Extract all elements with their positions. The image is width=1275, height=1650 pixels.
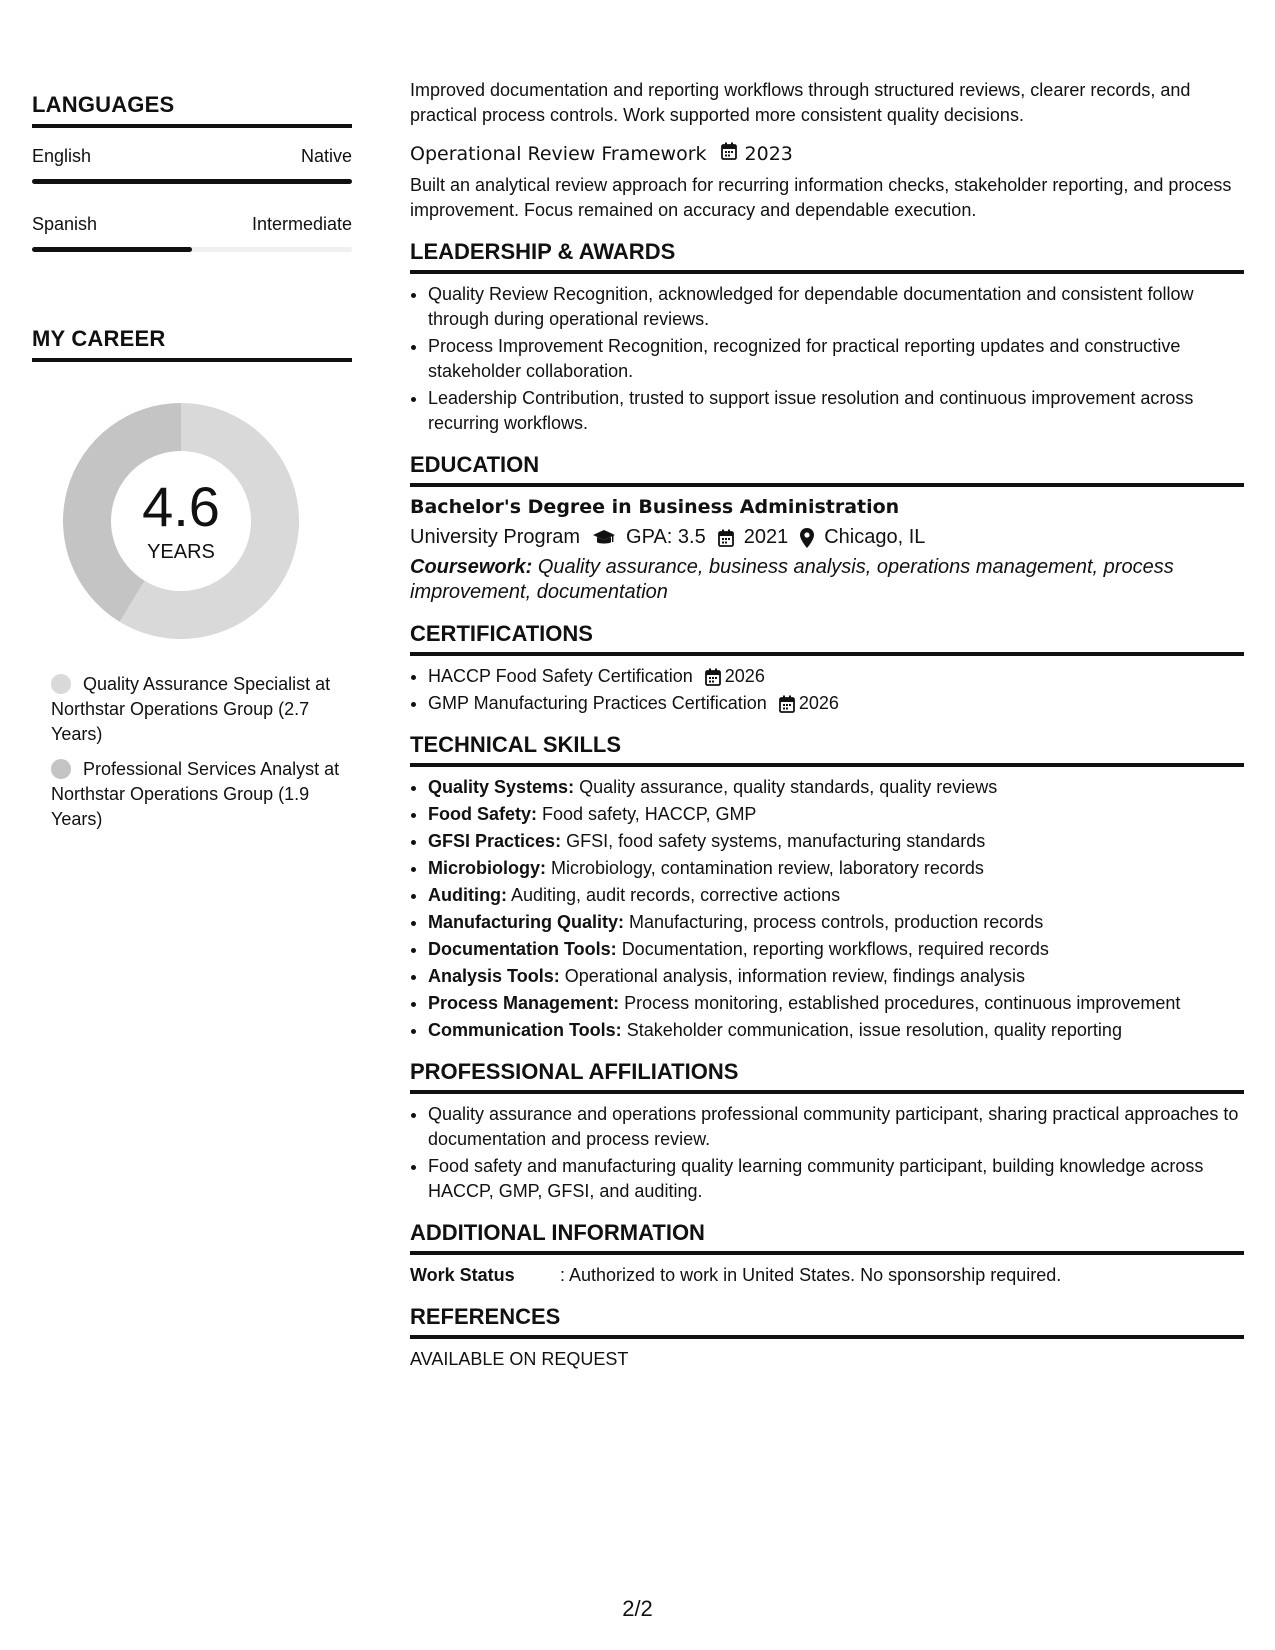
education-coursework [410,555,1244,605]
education-gpa: GPA: 3.5 [626,526,706,548]
list-item [428,937,1244,962]
affiliations-list [410,1102,1244,1204]
certifications-section [410,621,1244,716]
language-name: Spanish [32,214,98,234]
languages-heading: LANGUAGES [32,92,175,117]
skill-label: GFSI Practices: [428,831,562,851]
skill-label: Microbiology: [428,858,546,878]
affiliations-section [410,1059,1244,1204]
list-item: • Quality Review Recognition, acknowledged for dependable documentation and consistent follow through during operational reviews. [428,282,1244,332]
career-years-unit: YEARS [147,540,215,563]
list-item [428,883,1244,908]
skills-heading: TECHNICAL SKILLS [410,732,622,757]
education-meta [410,525,1244,550]
career-legend-item [51,672,352,747]
right-column [410,78,1244,1372]
leadership-section [410,239,1244,436]
language-level: Native [300,146,352,166]
language-bar [32,247,352,252]
project-title-row [410,142,1244,167]
section-rule [410,652,1244,656]
language-item-spanish [32,214,352,252]
project-intro: Improved documentation and reporting workflows through structured reviews, clearer records, and practical process controls. Work supported more consistent quality decisions. [410,80,1191,125]
list-item: • Leadership Contribution, trusted to support issue resolution and continuous improvement across recurring workflows. [428,386,1244,436]
skill-label: Documentation Tools: [428,939,617,959]
language-name: English [32,146,92,166]
section-rule [410,270,1244,274]
project-title: Operational Review Framework [410,143,707,165]
calendar-icon [705,668,721,686]
skill-value: Auditing, audit records, corrective actions [511,885,841,905]
list-item [428,775,1244,800]
career-role-label: Professional Services Analyst at Northstar Operations Group (1.9 Years) [51,759,340,829]
work-status-row [410,1263,1244,1288]
additional-section [410,1220,1244,1288]
education-heading: EDUCATION [410,452,540,477]
list-item [428,964,1244,989]
language-bar [32,179,352,184]
section-rule [410,483,1244,487]
skill-label: Quality Systems: [428,777,575,797]
list-item [428,802,1244,827]
map-pin-icon [800,528,814,548]
calendar-icon [718,529,734,547]
skill-label: Analysis Tools: [428,966,560,986]
cert-name: • GMP Manufacturing Practices Certification [428,693,767,713]
certifications-list [410,664,1244,716]
education-year: 2021 [743,526,789,548]
career-total-years: 4.6 [142,474,220,538]
skill-value: Stakeholder communication, issue resolution, quality reporting [626,1020,1122,1040]
project-year: 2023 [744,143,793,165]
list-item [428,991,1244,1016]
list-item [428,856,1244,881]
cert-year: 2026 [798,693,839,713]
affiliations-heading: PROFESSIONAL AFFILIATIONS [410,1059,739,1084]
skill-value: Documentation, reporting workflows, required records [621,939,1049,959]
skill-value: Manufacturing, process controls, production records [629,912,1044,932]
list-item: • Process Improvement Recognition, recognized for practical reporting updates and constructive stakeholder collaboration. [428,334,1244,384]
legend-dot [51,674,71,694]
education-section [410,452,1244,605]
language-level: Intermediate [251,214,352,234]
list-item [428,1018,1244,1043]
skill-value: GFSI, food safety systems, manufacturing standards [566,831,986,851]
career-donut-chart [56,396,306,646]
legend-dot [51,759,71,779]
references-heading: REFERENCES [410,1304,561,1329]
skill-value: Quality assurance, quality standards, quality reviews [579,777,998,797]
references-text: AVAILABLE ON REQUEST [410,1349,629,1369]
leadership-heading: LEADERSHIP & AWARDS [410,239,676,264]
language-bar-fill [32,247,192,252]
certifications-heading: CERTIFICATIONS [410,621,593,646]
calendar-icon [721,142,737,167]
skill-value: Operational analysis, information review, findings analysis [564,966,1025,986]
cert-name: • HACCP Food Safety Certification [428,666,693,686]
list-item: • Food safety and manufacturing quality learning community participant, building knowledge across HACCP, GMP, GFSI, and auditing. [428,1154,1244,1204]
calendar-icon [779,695,795,713]
references-section [410,1304,1244,1372]
language-item-english [32,146,352,184]
skill-label: Auditing: [428,885,507,905]
coursework-label: Coursework: [410,556,533,578]
education-degree: Bachelor's Degree in Business Administration [410,496,900,518]
language-bar-fill [32,179,352,184]
education-school: University Program [410,526,581,548]
languages-rule [32,124,352,128]
cert-year: 2026 [724,666,765,686]
section-rule [410,1251,1244,1255]
list-item: • Quality assurance and operations professional community participant, sharing practical approaches to documentation and process review. [428,1102,1244,1152]
list-item [428,829,1244,854]
career-legend [51,672,352,832]
skills-section [410,732,1244,1043]
skill-value: Process monitoring, established procedures, continuous improvement [624,993,1181,1013]
graduation-cap-icon [592,529,616,547]
education-location: Chicago, IL [824,526,926,548]
additional-heading: ADDITIONAL INFORMATION [410,1220,705,1245]
section-rule [410,1335,1244,1339]
skill-label: Communication Tools: [428,1020,622,1040]
career-heading: MY CAREER [32,326,166,351]
page-number: 2/2 [622,1596,653,1621]
project-description: Built an analytical review approach for recurring information checks, stakeholder reporting, and process improvement. Focus remained on accuracy and dependable execution. [410,175,1232,220]
work-status-label: Work Status [410,1265,515,1285]
coursework-text: Quality assurance, business analysis, operations management, process improvement, documentation [410,556,1174,603]
skill-value: Microbiology, contamination review, laboratory records [551,858,984,878]
skill-label: Process Management: [428,993,620,1013]
skill-label: Manufacturing Quality: [428,912,625,932]
skill-label: Food Safety: [428,804,538,824]
skills-list [410,775,1244,1043]
career-rule [32,358,352,362]
left-column [32,92,352,842]
skill-value: Food safety, HACCP, GMP [542,804,757,824]
list-item [428,691,1244,716]
section-rule [410,1090,1244,1094]
career-role-label: Quality Assurance Specialist at Northstar Operations Group (2.7 Years) [51,674,331,744]
leadership-list [410,282,1244,436]
work-status-value: : Authorized to work in United States. No sponsorship required. [560,1265,1062,1285]
career-legend-item [51,757,352,832]
list-item [428,664,1244,689]
list-item [428,910,1244,935]
section-rule [410,763,1244,767]
